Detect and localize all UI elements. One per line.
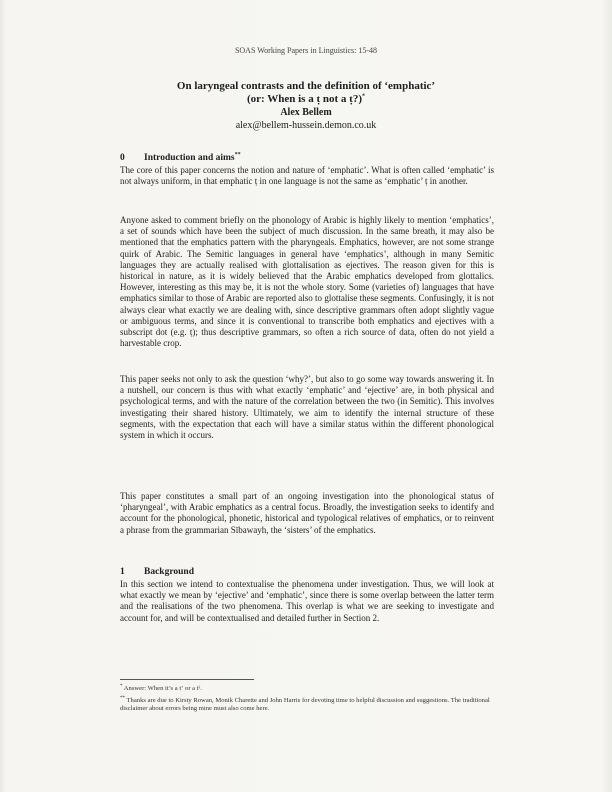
background-paragraph-1: In this section we intend to contextualise the phenomena under investigation. Thus, we will look at what exactly we mean by ‘ejective’ and ‘emphatic’, since there is some overlap between the latter term and the realisations of the two phenomena. This overlap is what we are seeking to investigate and account for, and will be contextualised and detailed further in Section 2. (120, 579, 494, 623)
footnote-2-mark: ** (120, 695, 125, 701)
paper-title-line-1: On laryngeal contrasts and the definition of ‘emphatic’ (176, 80, 436, 92)
author-email: alex@bellem-hussein.demon.co.uk (235, 120, 377, 131)
footnote-2-text: Thanks are due to Kirsty Rowan, Monik Charette and John Harris for devoting time to helpful discussion and suggestions. The traditional disclaimer about errors being mine must also come here. (120, 697, 490, 713)
footnote-2 (120, 697, 494, 714)
section-1-title: Background (144, 567, 194, 577)
footnote-1 (120, 685, 494, 693)
title-footnote-mark: * (361, 93, 365, 100)
paper-title-line-2-text: (or: When is a ṭ not a ṭ?) (247, 93, 362, 105)
footnote-1-text: Answer: When it’s a tʼ or a tˤ. (123, 685, 202, 692)
intro-paragraph-4: This paper constitutes a small part of an ongoing investigation into the phonological status of ‘pharyngeal’, with Arabic emphatics as a central focus. Broadly, the investigation seeks to identify and account for the phonological, phonetic, historical and typological relatives of emphatics, or to reinvent a phrase from the grammarian Sībawayh, the ‘sisters’ of the emphatics. (120, 491, 494, 535)
intro-paragraph-3: This paper seeks not only to ask the question ‘why?’, but also to go some way towards answering it. In a nutshell, our concern is thus with what exactly ‘emphatic’ and ‘ejective’ are, in both physical and psychological terms, and with the nature of the correlation between the two (in Semitic). This involves investigating their shared history. Ultimately, we aim to identify the internal structure of these segments, with the expectation that each will have a similar status within the different phonological system in which it occurs. (120, 374, 494, 441)
section-0-number: 0 (120, 153, 125, 163)
section-0-title: Introduction and aims (144, 153, 235, 163)
section-0-footnote-mark: ** (234, 151, 241, 158)
section-1-heading (120, 567, 194, 578)
author-name: Alex Bellem (280, 107, 332, 118)
intro-paragraph-2: Anyone asked to comment briefly on the phonology of Arabic is highly likely to mention ‘emphatics’, a set of sounds which have been the subject of much discussion. In the same breath, it may also be mentioned that the emphatics pattern with the pharyngeals. Emphatics, however, are not some strange quirk of Arabic. The Semitic languages in general have ‘emphatics’, although in many Semitic languages they are actually realised with glottalisation as ejectives. The reason given for this is historical in nature, as it is widely believed that the Arabic emphatics developed from glottalics. However, interesting as this may be, it is not the whole story. Some (varieties of) languages that have emphatics similar to those of Arabic are reported also to glottalise these segments. Confusingly, it is not always clear what exactly we are dealing with, since descriptive grammars often adopt slightly vague or ambiguous terms, and since it is conventional to transcribe both emphatics and ejectives with a subscript dot (e.g. ṭ); thus descriptive grammars, so often a rich source of data, often do not yield a harvestable crop. (120, 215, 494, 349)
title-block (120, 80, 492, 132)
section-1-number: 1 (120, 567, 125, 577)
footnote-1-mark: * (120, 683, 123, 689)
intro-paragraph-1: The core of this paper concerns the notion and nature of ‘emphatic’. What is often called ‘emphatic’ is not always uniform, in that emphatic ṭ in one language is not the same as ‘emphatic’ ṭ in another. (120, 165, 494, 187)
paper-title-line-2 (120, 93, 492, 106)
section-0-heading (120, 153, 241, 164)
running-header: SOAS Working Papers in Linguistics: 15-48 (234, 46, 378, 55)
footnote-divider (120, 679, 254, 680)
